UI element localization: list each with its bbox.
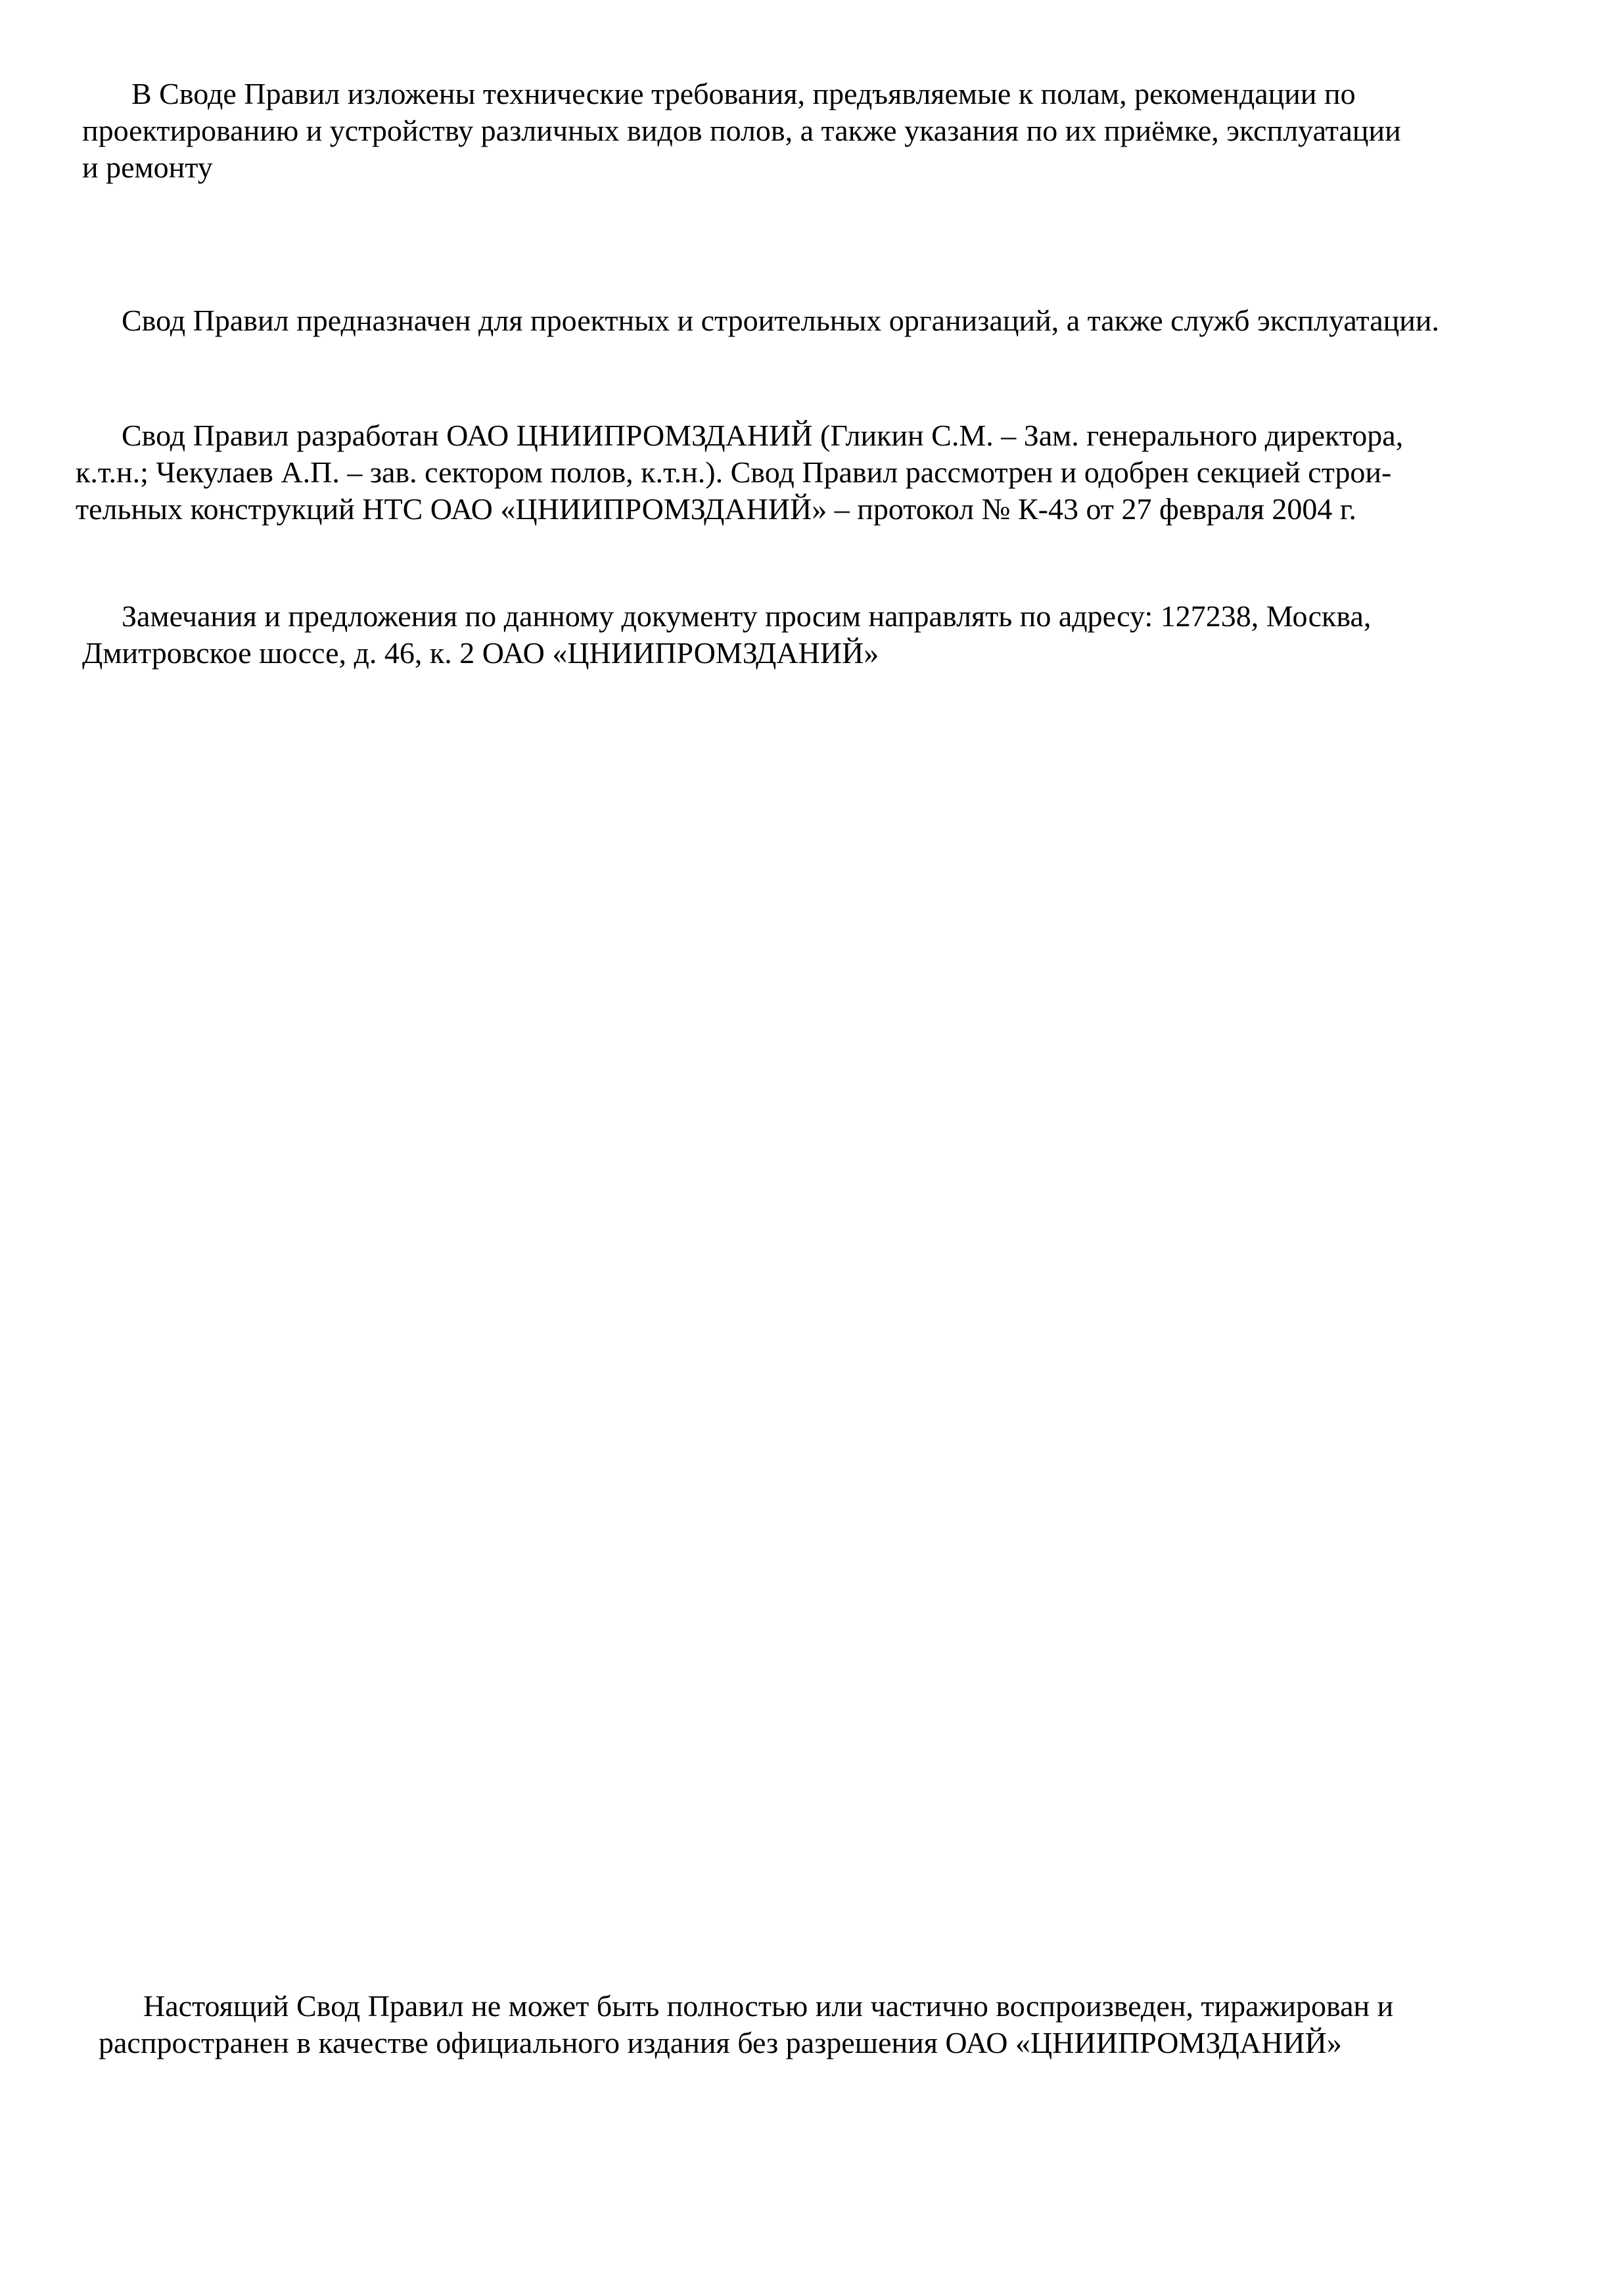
paragraph-purpose bbox=[122, 302, 1439, 339]
text-line: проектированию и устройству различных видов полов, а также указания по их приёмке, эксплуатации bbox=[82, 114, 1401, 147]
text-line: Замечания и предложения по данному документу просим направлять по адресу: 127238, Москва, bbox=[122, 599, 1372, 633]
text-line: Свод Правил предназначен для проектных и строительных организаций, а также служб эксплуатации. bbox=[122, 304, 1439, 337]
text-line: и ремонту bbox=[82, 150, 213, 184]
text-line: тельных конструкций НТС ОАО «ЦНИИПРОМЗДАНИЙ» – протокол № К-43 от 27 февраля 2004 г. bbox=[76, 492, 1357, 526]
text-line: Дмитровское шоссе, д. 46, к. 2 ОАО «ЦНИИПРОМЗДАНИЙ» bbox=[82, 636, 879, 670]
text-line: В Своде Правил изложены технические требования, предъявляемые к полам, рекомендации по bbox=[131, 77, 1356, 110]
text-line: распространен в качестве официального издания без разрешения ОАО «ЦНИИПРОМЗДАНИЙ» bbox=[99, 2026, 1342, 2059]
text-line: Свод Правил разработан ОАО ЦНИИПРОМЗДАНИЙ (Гликин С.М. – Зам. генерального директора, bbox=[122, 419, 1404, 452]
paragraph-scope bbox=[82, 76, 1401, 186]
text-line: к.т.н.; Чекулаев А.П. – зав. сектором полов, к.т.н.). Свод Правил рассмотрен и одобрен секцией строи- bbox=[76, 455, 1392, 489]
text-line: Настоящий Свод Правил не может быть полностью или частично воспроизведен, тиражирован и bbox=[143, 1989, 1394, 2023]
paragraph-developer bbox=[76, 417, 1403, 528]
paragraph-feedback-address bbox=[82, 598, 1371, 672]
paragraph-copyright-notice bbox=[99, 1988, 1393, 2061]
